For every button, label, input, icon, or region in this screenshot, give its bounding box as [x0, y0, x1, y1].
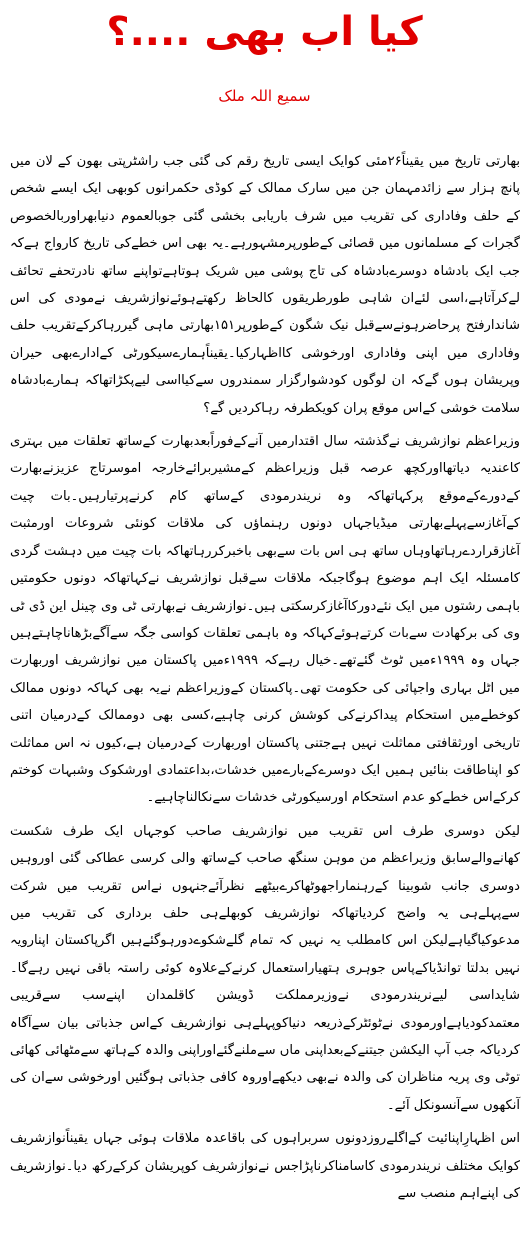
article-paragraph-3: لیکن دوسری طرف اس تقریب میں نوازشریف صاحب کوجہاں ایک طرف شکست کھانےوالےسابق وزیراعظم من موہن سنگھ صاحب کےساتھ والی کرسی عطاکی گئی اوروہیں دوسری جانب شوبینا کےرہنماراجھوٹھاکرےبیٹھے نظرآئےجنہوں نےاس تقریب میں شرکت سےپہلےہی یہ واضح کردیاتھاکہ نوازشریف کوبھلےہی حلف برداری کی تقریب میں مدعوکیاگیاہےلیکن اس کامطلب یہ نہیں کہ تمام گلےشکوےدورہوگئےہیں اگرپاکستان اپنارویہ نہیں بدلتا توانڈیاکےپاس جوہری ہتھیاراستعمال کرنےکےعلاوہ کوئی راستہ باقی نہیں رہےگا۔شایداسی لیےنریندرمودی نےوزیرمملکت ڈویشن کاقلمدان اپنےسب سےقریبی معتمدکودیاہےاورمودی نےٹوئٹرکےذریعہ دنیاکوپہلےہی نوازشریف کےاس جذباتی بیان سےآگاہ کردیاکہ جب آپ الیکشن جیتنےکےبعداپنی ماں سےملنےگئےاوراپنی والدہ کےہاتھ سےمٹھائی کھائی توٹی وی پریہ مناظران کی والدہ نےبھی دیکھےاوروہ کافی جذباتی ہوگئیں اورخوشی سےان کی آنکھوں سےآنسونکل آئے۔ — [10, 823, 520, 1113]
article-body — [10, 148, 520, 1207]
article-paragraph-4: اس اظہارِاپنائیت کےاگلےروزدونوں سربراہوں کی باقاعدہ ملاقات ہوئی جہاں یقیناًنوازشریف کوایک مختلف نریندرمودی کاسامناکرناپڑاجس نےنوازشریف کوپریشان کرکےرکھ دیا۔نوازشریف کی اپنےاہم منصب سے — [10, 1131, 520, 1202]
article-author: سمیع اللہ ملک — [218, 87, 311, 105]
article-title: کیا اب بھی ....؟ — [106, 9, 423, 55]
article-paragraph-2: وزیراعظم نوازشریف نےگذشتہ سال اقتدارمیں آنےکےفوراًبعدبھارت کےساتھ تعلقات میں بہتری کاعندیہ دیاتھااورکچھ عرصہ قبل وزیراعظم کےمشیربرائےخارجہ اموسرتاج عزیزنےبھارت کےدورےکےموقع پرکہاتھاکہ وہ نریندرمودی کےساتھ کام کرنےپرتیارہیں۔بات چیت کےآغازسےپہلےبھارتی میڈیاجہاں دونوں رہنماؤں کی ملاقات کونئی شروعات اورمثبت آغازقراردےرہاتھاوہاں ساتھ ہی اس بات سےبھی باخبرکررہاتھاکہ بات چیت میں دہشت گردی کامسئلہ ایک اہم موضوع ہوگاجبکہ ملاقات سےقبل نوازشریف نےکہاتھاکہ دونوں حکومتیں باہمی رشتوں میں ایک نئےدورکاآغازکرسکتی ہیں۔نوازشریف نےبھارتی ٹی وی چینل این ڈی ٹی وی کی برکھادت سےبات کرتےہوئےکہاکہ وہ باہمی تعلقات کواسی جگہ سےآگےبڑھاناچاہتےہیں جہاں وہ ۱۹۹۹ءمیں ٹوٹ گئےتھے۔خیال رہےکہ ۱۹۹۹ءمیں پاکستان میں نوازشریف اوربھارت میں اٹل بہاری واجپائی کی حکومت تھی۔پاکستان کےوزیراعظم نےیہ بھی کہاکہ دونوں ممالک کوخطےمیں استحکام پیداکرنےکی کوشش کرنی چاہیے،کسی بھی دوممالک کےدرمیان اتنی تاریخی اورثقافتی مماثلت نہیں ہےجتنی پاکستان اوربھارت کےدرمیان ہے،کیوں نہ اس مماثلت کو اپناطاقت بنائیں ہمیں ایک دوسرےکےبارےمیں خدشات،بداعتمادی اورشکوک وشبہات کوختم کرکےاس خطےکو عدم استحکام اورسیکورٹی خدشات سےنکالناچاہیے۔ — [10, 434, 520, 806]
article-paragraph-1: بھارتی تاریخ میں یقیناً۲۶مئی کوایک ایسی تاریخ رقم کی گئی جب راشٹرپتی بھون کے لان میں پانچ ہزار سے زائدمہمان جن میں سارک ممالک کے کوڈی حکمرانوں کوبھی ایک ایسے شخص کے حلف وفاداری کی تقریب میں شرف باریابی بخشی گئی جوبالعموم دنیابھراوربالخصوص گجرات کے مسلمانوں میں قصائی کےطورپرمشہورہے۔یہ بھی اس خطےکی تاریخ کارواج ہےکہ جب ایک بادشاہ دوسرےبادشاہ کی تاج پوشی میں شریک ہوتاہےتواپنے ساتھ نادرتحفے تحائف لےکرآتاہے،اسی لئےان شاہی طورطریقوں کالحاظ رکھتےہوئےنوازشریف نےمودی کی اس شاندارفتح پرحاضرہونےسےقبل نیک شگون کےطورپر۱۵۱بھارتی ماہی گیررہاکرکےتقریب حلف وفاداری میں اپنی وفاداری اورخوشی کااظہارکیا۔یقیناًہمارےسیکورٹی کےادارےبھی حیران وپریشان ہوں گےکہ ان لوگوں کودشوارگزار سمندروں سےکیااسی لیےپکڑاتھاکہ ہمارےبادشاہ سلامت خوشی کےاس موقع پران کویکطرفہ رہاکردیں گے؟ — [10, 154, 521, 416]
